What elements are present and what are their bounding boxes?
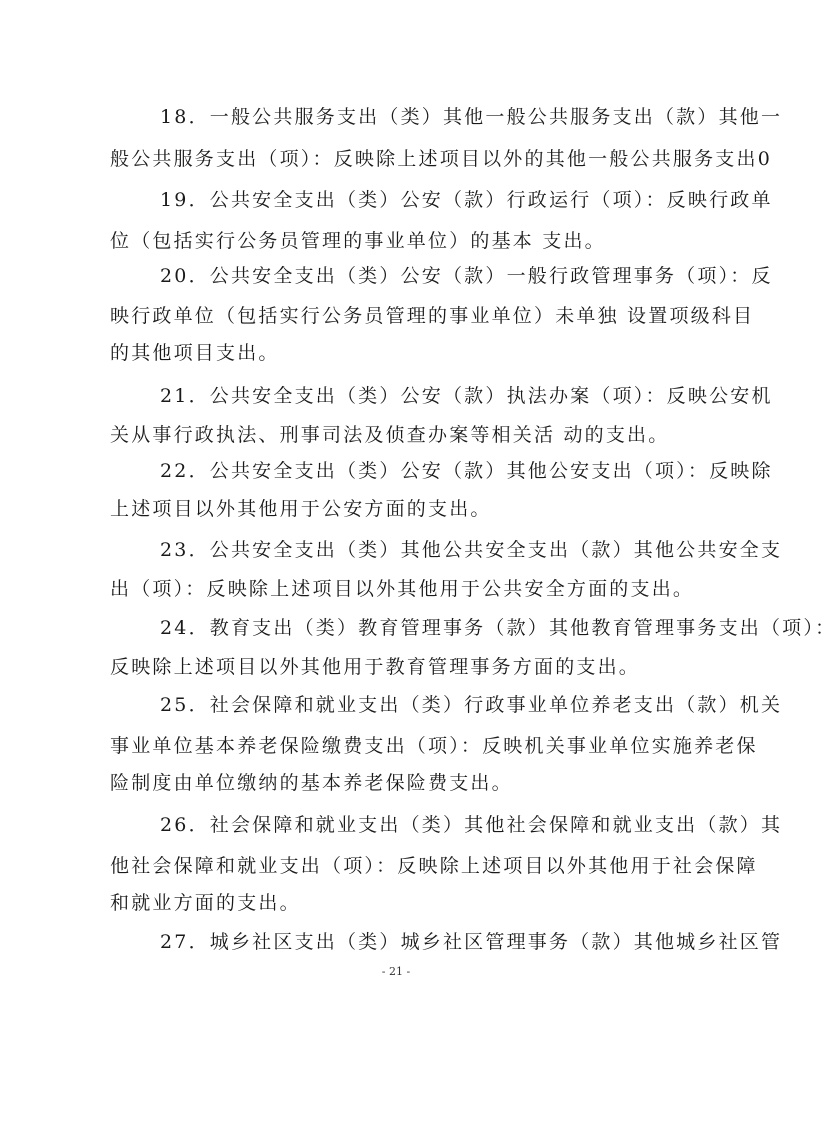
text-line: 险制度由单位缴纳的基本养老保险费支出。 bbox=[110, 772, 513, 794]
text-line: 位（包括实行公务员管理的事业单位）的基本 支出。 bbox=[110, 230, 606, 252]
text-line: 的其他项目支出。 bbox=[110, 342, 280, 364]
text-line: 21．公共安全支出（类）公安（款）执法办案（项）：反映公安机 bbox=[160, 385, 773, 407]
text-line: 23．公共安全支出（类）其他公共安全支出（款）其他公共安全支 bbox=[160, 539, 783, 561]
text-line: 事业单位基本养老保险缴费支出（项）：反映机关事业单位实施养老保 bbox=[110, 735, 758, 757]
text-line: 26．社会保障和就业支出（类）其他社会保障和就业支出（款）其 bbox=[160, 814, 783, 836]
text-line: 般公共服务支出（项）：反映除上述项目以外的其他一般公共服务支出0 bbox=[110, 148, 772, 170]
text-line: 27．城乡社区支出（类）城乡社区管理事务（款）其他城乡社区管 bbox=[160, 931, 783, 953]
text-line: 19．公共安全支出（类）公安（款）行政运行（项）：反映行政单 bbox=[160, 189, 773, 211]
page-number: - 21 - bbox=[381, 965, 411, 978]
text-line: 他社会保障和就业支出（项）：反映除上述项目以外其他用于社会保障 bbox=[110, 855, 758, 877]
text-line: 关从事行政执法、刑事司法及侦查办案等相关活 动的支出。 bbox=[110, 424, 670, 446]
text-line: 25．社会保障和就业支出（类）行政事业单位养老支出（款）机关 bbox=[160, 694, 783, 716]
text-line: 22．公共安全支出（类）公安（款）其他公安支出（项）：反映除 bbox=[160, 460, 773, 482]
text-line: 映行政单位（包括实行公务员管理的事业单位）未单独 设置项级科目 bbox=[110, 305, 755, 327]
text-line: 20．公共安全支出（类）公安（款）一般行政管理事务（项）：反 bbox=[160, 265, 773, 287]
text-line: 24．教育支出（类）教育管理事务（款）其他教育管理事务支出（项）： bbox=[160, 617, 836, 639]
text-line: 反映除上述项目以外其他用于教育管理事务方面的支出。 bbox=[110, 656, 641, 678]
text-line: 18．一般公共服务支出（类）其他一般公共服务支出（款）其他一 bbox=[160, 106, 783, 128]
text-line: 和就业方面的支出。 bbox=[110, 892, 301, 914]
text-line: 上述项目以外其他用于公安方面的支出。 bbox=[110, 498, 492, 520]
text-line: 出（项）：反映除上述项目以外其他用于公共安全方面的支出。 bbox=[110, 578, 695, 600]
